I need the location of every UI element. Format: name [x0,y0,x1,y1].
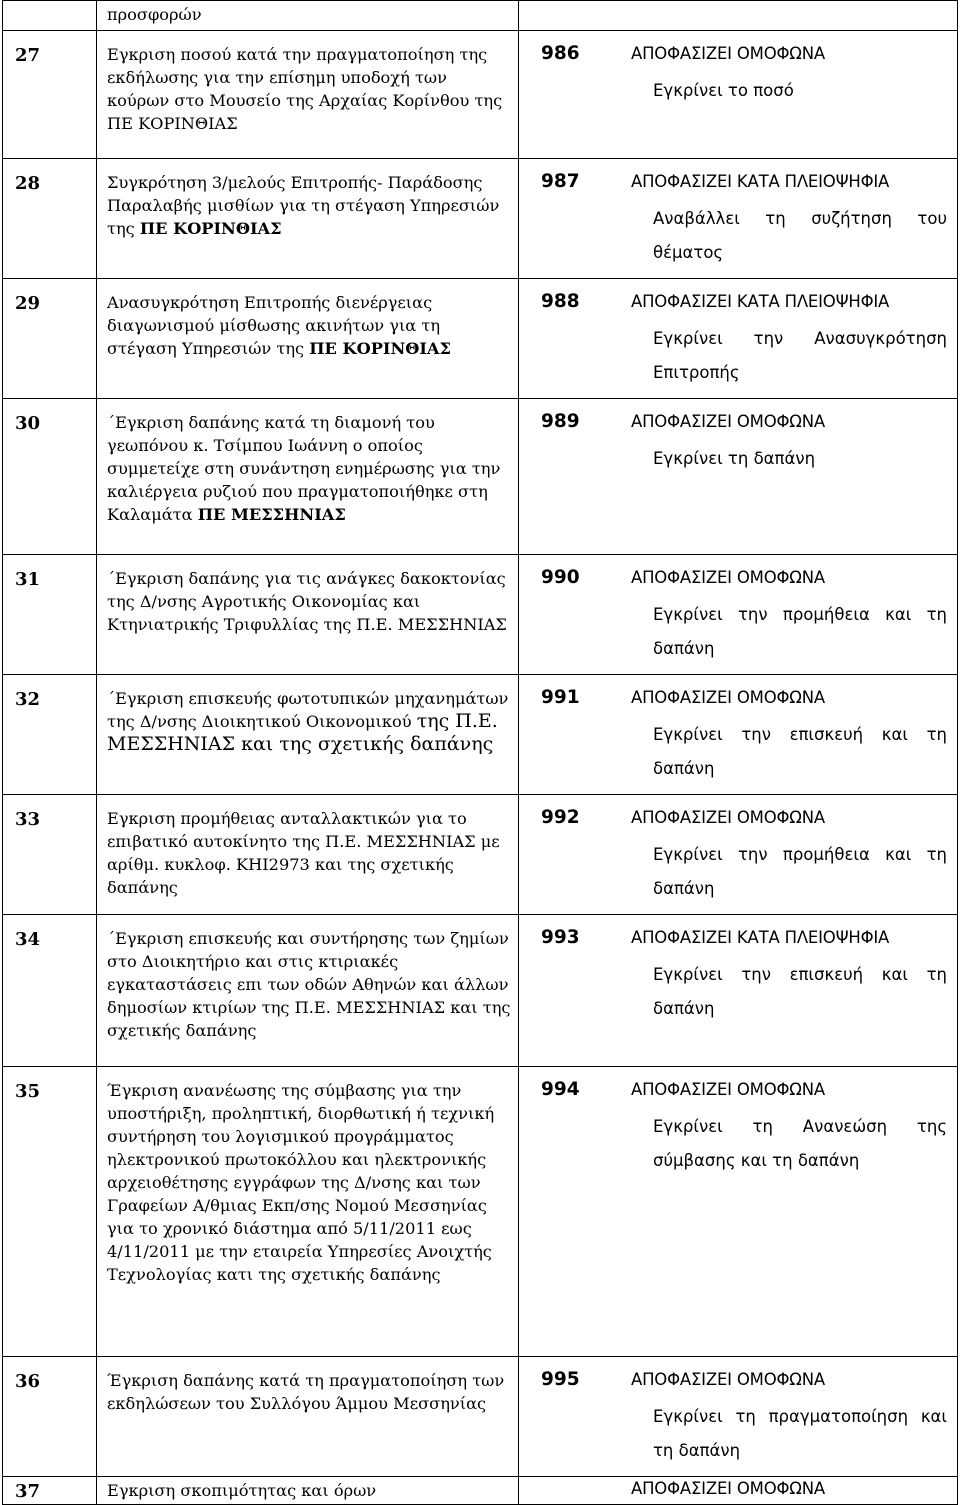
table-row [3,1,958,31]
decision-text: Εγκρίνει τη πραγματοποίηση και τη δαπάνη [653,1407,947,1460]
decision-cell [519,795,958,915]
decision-verdict: ΑΠΟΦΑΣΙΖΕΙ ΚΑΤΑ ΠΛΕΙΟΨΗΦΙΑ [631,292,890,311]
item-number: 32 [3,675,97,795]
subject-text: Ανασυγκρότηση Επιτροπής διενέργειας διαγωνισμού μίσθωσης ακινήτων για τη στέγαση Υπηρεσιών της [107,293,441,358]
subject-cell [97,399,519,555]
decision-cell [519,915,958,1067]
item-number: 36 [3,1357,97,1477]
decision-cell [519,279,958,399]
decision-text: Εγκρίνει την επισκευή και τη δαπάνη [653,725,947,778]
subject-cell [97,915,519,1067]
table-row [3,31,958,159]
item-number: 31 [3,555,97,675]
decision-cell [519,675,958,795]
table-row [3,159,958,279]
decision-number: 995 [541,1369,580,1390]
table-row [3,1357,958,1477]
decision-verdict: ΑΠΟΦΑΣΙΖΕΙ ΟΜΟΦΩΝΑ [631,1479,825,1498]
table-row [3,915,958,1067]
item-number: 29 [3,279,97,399]
decision-verdict: ΑΠΟΦΑΣΙΖΕΙ ΚΑΤΑ ΠΛΕΙΟΨΗΦΙΑ [631,172,890,191]
decision-number: 992 [541,807,580,828]
decision-number: 991 [541,687,580,708]
decision-text: Εγκρίνει την προμήθεια και τη δαπάνη [653,845,947,898]
decision-text: Εγκρίνει την επισκευή και τη δαπάνη [653,965,947,1018]
decision-verdict: ΑΠΟΦΑΣΙΖΕΙ ΟΜΟΦΩΝΑ [631,568,825,587]
decision-verdict: ΑΠΟΦΑΣΙΖΕΙ ΚΑΤΑ ΠΛΕΙΟΨΗΦΙΑ [631,928,890,947]
item-number: 34 [3,915,97,1067]
decision-verdict: ΑΠΟΦΑΣΙΖΕΙ ΟΜΟΦΩΝΑ [631,44,825,63]
subject-text: Έγκριση δαπάνης κατά τη πραγματοποίηση των εκδηλώσεων του Συλλόγου Άμμου Μεσσηνίας [107,1371,505,1413]
decision-cell [519,1,958,31]
decisions-table [2,0,958,1505]
item-number: 37 [3,1477,97,1505]
decision-cell [519,1357,958,1477]
subject-region: ΠΕ ΜΕΣΣΗΝΙΑΣ [197,505,346,524]
decision-verdict: ΑΠΟΦΑΣΙΖΕΙ ΟΜΟΦΩΝΑ [631,1370,825,1389]
subject-cell [97,675,519,795]
decision-cell [519,1067,958,1357]
subject-cell [97,159,519,279]
subject-text: προσφορών [107,5,202,24]
subject-text: ΄Εγκριση δαπάνης κατά τη διαμονή του γεωπόνου κ. Τσίμπου Ιωάννη ο οποίος συμμετείχε στη συνάντηση ενημέρωσης για την καλιέργεια ρυζιού που πραγματοποιήθηκε στη Καλαμάτα [107,413,501,524]
subject-cell [97,1477,519,1505]
subject-cell [97,1,519,31]
item-number: 33 [3,795,97,915]
subject-text: ΄Εγκριση επισκευής και συντήρησης των ζημίων στο Διοικητήριο και στις κτιριακές εγκαταστάσεις επι των οδών Αθηνών και άλλων δημοσίων κτιρίων της Π.Ε. ΜΕΣΣΗΝΙΑΣ και της σχετικής δαπάνης [107,929,511,1040]
subject-text: Έγκριση ανανέωσης της σύμβασης για την υποστήριξη, προληπτική, διορθωτική ή τεχνική συντήρηση του λογισμικού προγράμματος ηλεκτρονικού πρωτοκόλλου και ηλεκτρονικής αρχειοθέτησης εγγράφων της Δ/νσης και των Γραφείων Α/θμιας Εκπ/σης Νομού Μεσσηνίας για το χρονικό διάστημα από 5/11/2011 εως 4/11/2011 με την εταιρεία Υπηρεσίες Ανοιχτής Τεχνολογίας κατι της σχετικής δαπάνης [107,1081,495,1284]
table-row [3,555,958,675]
table-row [3,675,958,795]
decision-number: 990 [541,567,580,588]
decision-number: 986 [541,43,580,64]
decision-cell [519,399,958,555]
subject-text: Εγκριση προμήθειας ανταλλακτικών για το επιβατικό αυτοκίνητο της Π.Ε. ΜΕΣΣΗΝΙΑΣ με αρίθμ. κυκλοφ. ΚΗΙ2973 και της σχετικής δαπάνης [107,809,500,897]
decision-text: Εγκρίνει τη Ανανεώση της σύμβασης και τη δαπάνη [653,1117,947,1170]
decision-verdict: ΑΠΟΦΑΣΙΖΕΙ ΟΜΟΦΩΝΑ [631,412,825,431]
decision-text: Αναβάλλει τη συζήτηση του θέματος [653,209,947,262]
decision-number: 987 [541,171,580,192]
decision-cell [519,555,958,675]
subject-cell [97,1067,519,1357]
subject-text: Εγκριση ποσού κατά την πραγματοποίηση της εκδήλωσης για την επίσημη υποδοχή των κούρων στο Μουσείο της Αρχαίας Κορίνθου της ΠΕ ΚΟΡΙΝΘΙΑΣ [107,45,503,133]
subject-cell [97,795,519,915]
decision-text: Εγκρίνει το ποσό [653,81,794,100]
decision-cell [519,1477,958,1505]
subject-text: ΄Εγκριση επισκευής φωτοτυπικών μηχανημάτων της Δ/νσης Διοικητικού Οικονομικού [107,689,509,731]
table-row [3,1477,958,1505]
item-number: 35 [3,1067,97,1357]
table-row [3,279,958,399]
decision-cell [519,31,958,159]
decision-verdict: ΑΠΟΦΑΣΙΖΕΙ ΟΜΟΦΩΝΑ [631,808,825,827]
decision-text: Εγκρίνει τη δαπάνη [653,449,816,468]
subject-cell [97,1357,519,1477]
subject-text [97,31,519,159]
decision-number: 988 [541,291,580,312]
subject-cell [97,555,519,675]
subject-region: ΠΕ ΚΟΡΙΝΘΙΑΣ [139,219,282,238]
table-row [3,1067,958,1357]
item-number: 27 [3,31,97,159]
item-number: 30 [3,399,97,555]
item-number: 28 [3,159,97,279]
subject-text-large: της Π.Ε. ΜΕΣΣΗΝΙΑΣ και της σχετικής δαπάνης [107,710,498,755]
subject-text: ΄Εγκριση δαπάνης για τις ανάγκες δακοκτονίας της Δ/νσης Αγροτικής Οικονομίας και Κτηνιατρικής Τριφυλλίας της Π.Ε. ΜΕΣΣΗΝΙΑΣ [107,569,507,634]
decision-number: 994 [541,1079,580,1100]
decision-number: 989 [541,411,580,432]
decision-number: 993 [541,927,580,948]
decision-cell [519,159,958,279]
decision-text: Εγκρίνει την προμήθεια και τη δαπάνη [653,605,947,658]
table-row [3,399,958,555]
table-row [3,795,958,915]
decision-verdict: ΑΠΟΦΑΣΙΖΕΙ ΟΜΟΦΩΝΑ [631,1080,825,1099]
item-number-cell [3,1,97,31]
decision-text: Εγκρίνει την Ανασυγκρότηση Επιτροπής [653,329,947,382]
subject-text: Συγκρότηση 3/μελούς Επιτροπής- Παράδοσης Παραλαβής μισθίων για τη στέγαση Υπηρεσιών της [107,173,500,238]
subject-region: ΠΕ ΚΟΡΙΝΘΙΑΣ [309,339,451,358]
decision-verdict: ΑΠΟΦΑΣΙΖΕΙ ΟΜΟΦΩΝΑ [631,688,825,707]
subject-text: Εγκριση σκοπιμότητας και όρων [107,1481,377,1500]
subject-cell [97,279,519,399]
